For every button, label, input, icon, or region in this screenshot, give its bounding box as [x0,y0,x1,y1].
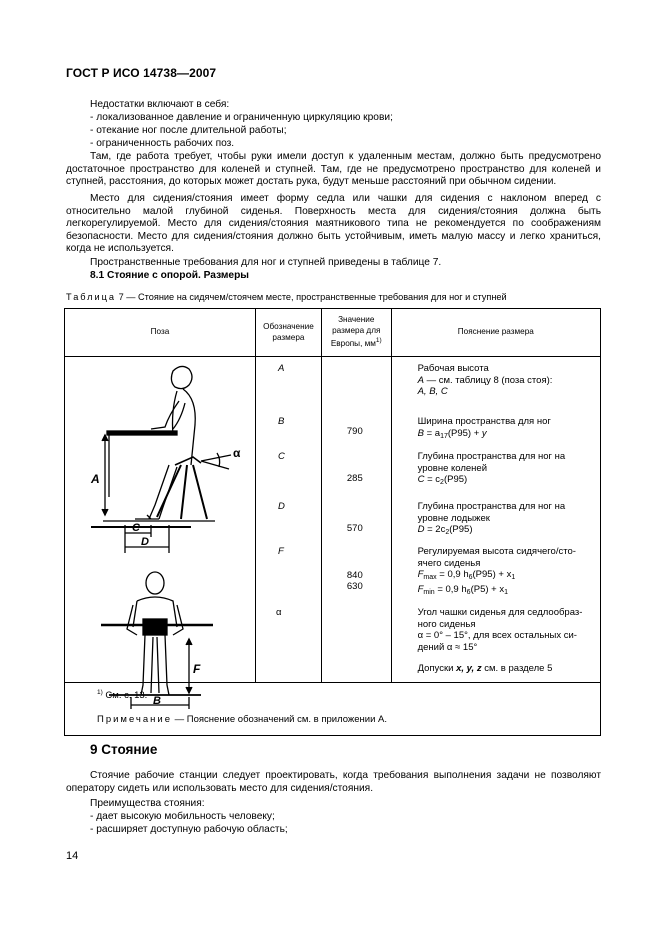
fig-label-F: F [193,662,201,676]
intro-line-2: - локализованное давление и ограниченную циркуляцию крови; [90,112,393,123]
expl-B-formula-lhs: B [417,427,424,439]
col-header-explanation: Пояснение размера [391,309,600,357]
expl-A-symbol: A [417,374,424,386]
expl-F-max-rest: (P95) + x [472,569,512,580]
expl-B-line-1: Ширина пространства для ног [417,416,551,427]
intro-line-3: - отекание ног после длительной работы; [90,125,287,136]
expl-C [418,451,566,489]
expl-F-min-lhs: F [417,583,424,595]
expl-tolerances-vars: x, y, z [456,663,482,674]
table-note-text: — Пояснение обозначений см. в приложении А. [172,714,388,725]
expl-C-line-2: уровне коленей [417,462,488,474]
table-footer-row [65,683,601,736]
fig-label-B: B [153,695,161,707]
expl-alpha-line-1: Угол чашки сиденья для седлообраз- [417,607,583,618]
value-C: 285 [346,473,363,484]
value-F-min: 630 [346,581,363,592]
symbol-C: C [278,451,285,462]
symbol-B: B [278,416,285,427]
symbol-A: A [278,363,285,374]
expl-tolerances-prefix: Допуски [417,663,457,674]
fig-label-A: A [91,472,100,486]
expl-F-min-sub: min [423,588,435,596]
section-9-line-1: Преимущества стояния: [90,798,205,809]
expl-F [418,546,576,598]
symbol-F: F [278,546,284,557]
expl-A-line-3: A, B, C [417,386,448,397]
expl-B-formula-a: = a [423,427,441,439]
section-9-paragraph-1: Стоячие рабочие станции следует проектировать, когда требования выполнения задачи не позволяют оператору сидеть или использовать место для сидения/стояния. [66,770,601,794]
expl-alpha [418,607,583,653]
expl-C-formula-lhs: C [417,474,425,485]
expl-F-max-h-sub: 6 [468,574,473,581]
expl-C-formula [418,474,566,489]
expl-F-line-2: ячего сиденья [417,557,481,569]
table-header-row [65,309,601,357]
intro-line-1: Недостатки включают в себя: [90,99,230,110]
expl-B-formula-y: y [481,427,487,439]
col-header-symbol: Обозначение размера [256,309,322,357]
expl-tolerances [418,663,553,674]
section-9-heading: 9 Стояние [90,742,158,757]
symbol-alpha: α [276,607,282,618]
values-cell [321,357,391,683]
table-caption [66,292,507,302]
table-caption-text: 7 — Стояние на сидячем/стоячем месте, пространственные требования для ног и ступней [118,292,507,302]
col-header-pose: Поза [65,309,256,357]
expl-D-formula-rest: (P95) [449,524,473,535]
expl-B [418,416,551,442]
side-view-figure [91,366,231,553]
fig-label-C: C [132,522,140,534]
explanations-cell [391,357,600,683]
expl-A-line-1: Рабочая высота [417,363,489,374]
expl-D-formula-c: = 2c [424,524,446,535]
value-B: 790 [346,426,363,437]
expl-B-formula-sub: 17 [440,432,448,440]
intro-line-4: - ограниченность рабочих поз. [90,138,235,149]
expl-F-max-sub: max [423,574,437,581]
expl-F-max-lhs: F [417,569,424,580]
expl-F-formula-max [418,569,576,584]
expl-F-min-rest: (P5) + x [470,583,505,595]
expl-alpha-line-3: α = 0° – 15°, для всех остальных си- [417,630,577,641]
col-header-value-line-1: Значение [338,315,375,325]
intro-paragraph-2: Место для сидения/стояния имеет форму седла или чашки для сидения с наклоном вперед с относительно малой глубиной сиденья. Поверхность места для сидения/стояния должна быть легкорегулируемой. Место для сидения/стояния маятникового типа не рекомендуется по соображениям безопасности. Место для сидения/стояния должно быть устойчивым, иметь малую массу и легко храниться, когда не используется. [66,193,601,254]
section-9-line-2: - дает высокую мобильность человеку; [90,811,275,822]
expl-F-min-h: = 0,9 h [434,583,467,595]
col-header-value-footnote-mark: 1) [375,337,382,345]
expl-F-line-1: Регулируемая высота сидячего/сто- [417,546,576,557]
expl-D-formula-lhs: D [417,524,425,535]
expl-D [418,501,566,539]
expl-D-formula-sub: 2 [445,529,450,536]
col-header-value-line-2: размера для [332,325,381,335]
expl-A-line-2 [418,375,553,387]
symbol-D: D [278,501,285,512]
table-caption-label: Таблица [66,292,117,302]
fig-label-alpha: α [233,446,241,460]
table-note-label: Примечание [97,714,172,725]
expl-F-min-h-sub: 6 [466,588,471,596]
table-body-row [65,357,601,683]
expl-B-formula [418,428,551,443]
expl-D-line-2: уровне лодыжек [417,512,490,524]
expl-C-formula-sub: 2 [440,479,444,486]
expl-C-formula-c: = c [424,474,441,485]
expl-C-line-1: Глубина пространства для ног на [417,451,566,462]
table-footnote-text: См. с. 13. [102,690,148,701]
symbols-cell [256,357,322,683]
expl-F-max-h: = 0,9 h [436,569,469,580]
table-note [97,714,387,725]
document-header: ГОСТ Р ИСО 14738—2007 [66,66,217,80]
intro-paragraph-3: Пространственные требования для ног и ступней приведены в таблице 7. [90,257,442,268]
col-header-value-line-3: Европы, мм [330,339,376,349]
table-footnote-mark: 1) [97,689,103,696]
expl-tolerances-suffix: см. в разделе 5 [481,663,553,674]
intro-paragraph-1: Там, где работа требует, чтобы руки имели доступ к удаленным местам, должно быть предусмотрено достаточное пространство для коленей и ступней. Там, где не предусмотрено пространство для коленей и ступней, расстояния, до которых может достать рука, будут меньше расстояний при обычном сидении. [66,151,601,187]
expl-A [418,363,553,398]
table-notes-cell [65,683,601,736]
expl-F-min-x-sub: 1 [504,588,508,596]
col-header-value [321,309,391,357]
value-F-max: 840 [346,570,363,581]
subsection-heading: 8.1 Стояние с опорой. Размеры [90,270,249,281]
expl-B-formula-rest: (P95) + [447,427,482,439]
expl-alpha-line-2: ного сиденья [417,618,476,630]
page-number: 14 [66,850,79,862]
expl-F-max-x-sub: 1 [511,574,516,581]
dimensions-table [64,308,601,736]
expl-F-formula-min [418,584,576,599]
value-D: 570 [346,523,363,534]
expl-A-ref: — см. таблицу 8 (поза стоя): [423,374,553,386]
expl-alpha-line-4: дений α ≈ 15° [417,641,478,653]
expl-C-formula-rest: (P95) [443,474,468,485]
table-footnote [97,689,147,701]
section-9-line-3: - расширяет доступную рабочую область; [90,824,288,835]
expl-D-formula [418,524,566,539]
fig-label-D: D [141,536,149,548]
expl-D-line-1: Глубина пространства для ног на [417,501,566,512]
